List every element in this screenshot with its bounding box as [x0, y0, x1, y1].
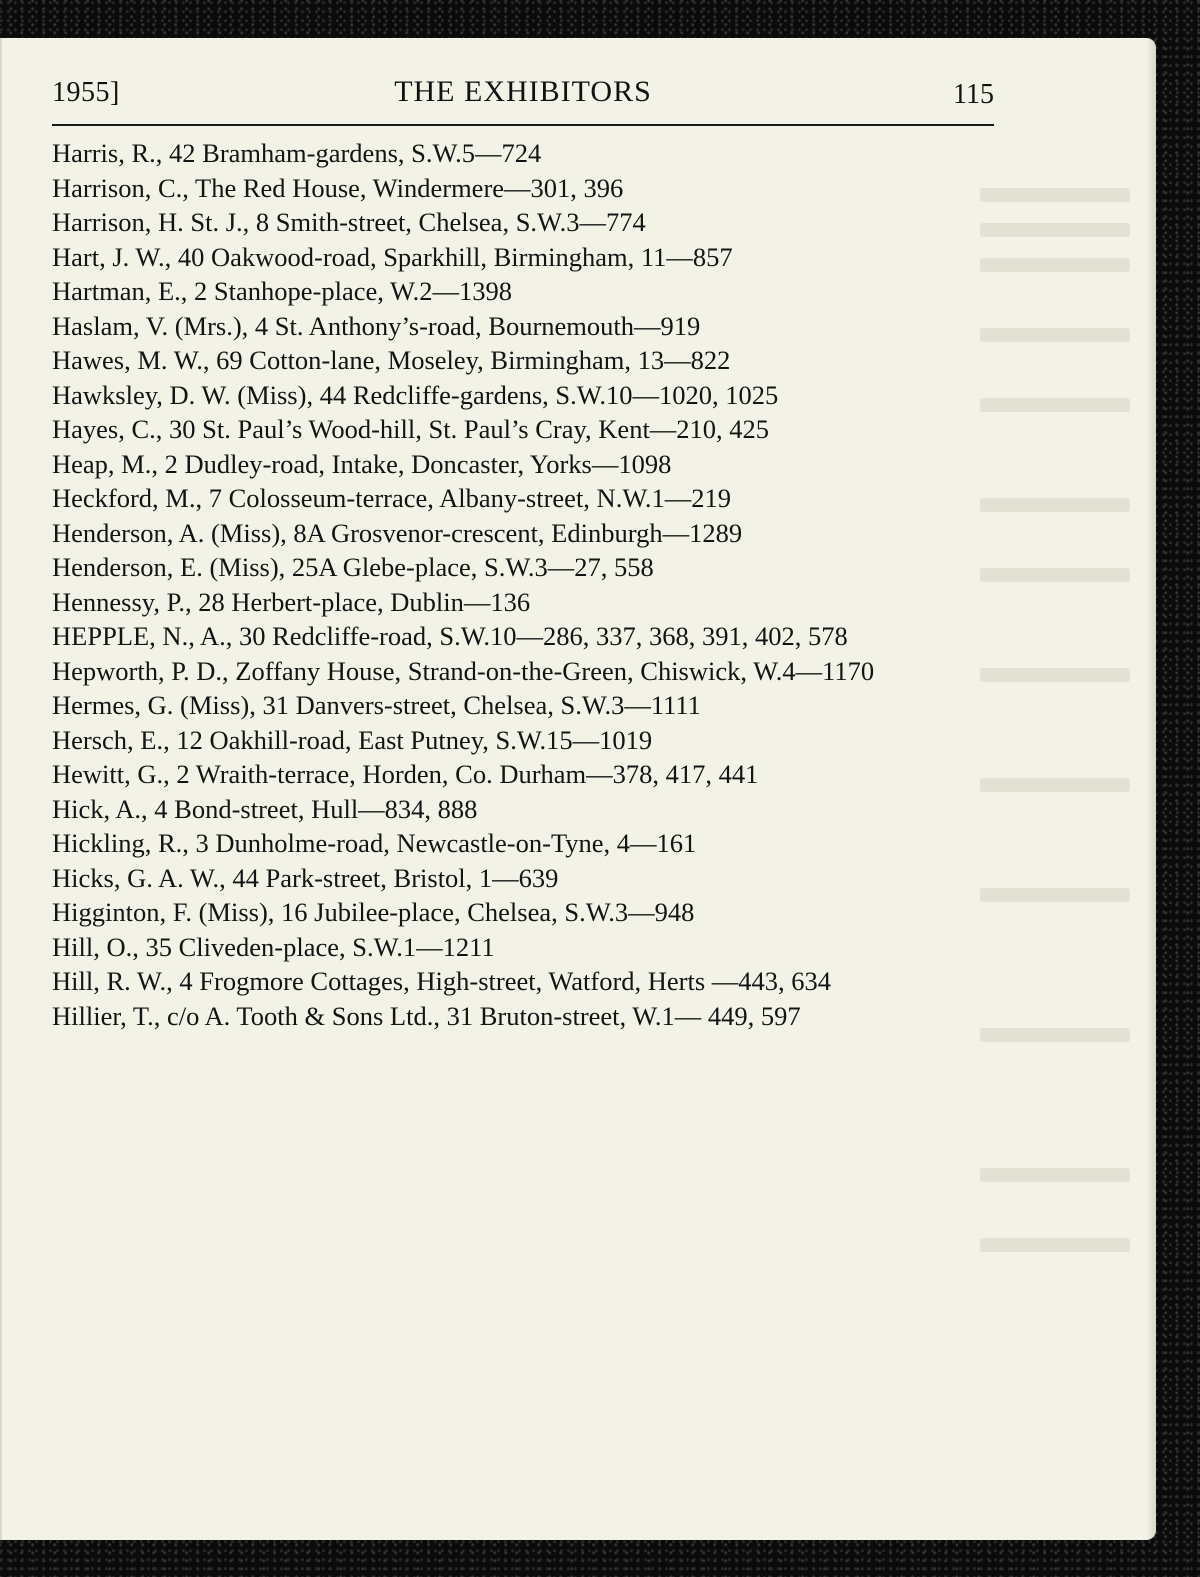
page-number: 115	[953, 79, 994, 110]
exhibitor-entry: Henderson, E. (Miss), 25A Glebe-place, S.W.3—27, 558	[52, 552, 654, 582]
exhibitor-entry: Hartman, E., 2 Stanhope-place, W.2—1398	[52, 276, 512, 306]
exhibitor-entry: Haslam, V. (Mrs.), 4 St. Anthony’s-road, Bournemouth—919	[52, 310, 701, 341]
exhibitor-entry: Hennessy, P., 28 Herbert-place, Dublin—136	[52, 586, 531, 617]
page-edge	[1146, 38, 1156, 1540]
exhibitor-entry: Hart, J. W., 40 Oakwood-road, Sparkhill, Birmingham, 11—857	[52, 241, 733, 272]
exhibitor-entry: Hill, R. W., 4 Frogmore Cottages, High-street, Watford, Herts —443, 634	[52, 966, 832, 996]
exhibitor-entry: HEPPLE, N., A., 30 Redcliffe-road, S.W.10—286, 337, 368, 391, 402, 578	[52, 621, 848, 651]
exhibitor-entry: Hick, A., 4 Bond-street, Hull—834, 888	[52, 793, 478, 824]
exhibitor-entry: Hersch, E., 12 Oakhill-road, East Putney, S.W.15—1019	[52, 724, 653, 755]
exhibitor-list	[52, 136, 1002, 1033]
exhibitor-entry: Heap, M., 2 Dudley-road, Intake, Doncaster, Yorks—1098	[52, 448, 672, 479]
exhibitor-entry: Higginton, F. (Miss), 16 Jubilee-place, Chelsea, S.W.3—948	[52, 897, 695, 927]
exhibitor-entry: Hermes, G. (Miss), 31 Danvers-street, Chelsea, S.W.3—1111	[52, 690, 701, 720]
running-header	[52, 75, 994, 115]
exhibitor-entry: Hepworth, P. D., Zoffany House, Strand-on-the-Green, Chiswick, W.4—1170	[52, 655, 875, 686]
exhibitor-entry: Hill, O., 35 Cliveden-place, S.W.1—1211	[52, 931, 495, 962]
exhibitor-entry: Hayes, C., 30 St. Paul’s Wood-hill, St. Paul’s Cray, Kent—210, 425	[52, 414, 770, 444]
exhibitor-entry: Hicks, G. A. W., 44 Park-street, Bristol, 1—639	[52, 862, 559, 893]
exhibitor-entry: Hewitt, G., 2 Wraith-terrace, Horden, Co. Durham—378, 417, 441	[52, 759, 759, 789]
header-rule	[52, 124, 994, 126]
exhibitor-entry: Hawes, M. W., 69 Cotton-lane, Moseley, Birmingham, 13—822	[52, 345, 731, 375]
header-year: 1955]	[52, 77, 120, 108]
exhibitor-entry: Henderson, A. (Miss), 8A Grosvenor-crescent, Edinburgh—1289	[52, 517, 743, 548]
exhibitor-entry: Hillier, T., c/o A. Tooth & Sons Ltd., 31 Bruton-street, W.1— 449, 597	[52, 1000, 801, 1031]
page-title: THE EXHIBITORS	[394, 75, 652, 108]
exhibitor-entry: Harris, R., 42 Bramham-gardens, S.W.5—724	[52, 138, 542, 168]
exhibitor-entry: Heckford, M., 7 Colosseum-terrace, Albany-street, N.W.1—219	[52, 483, 732, 513]
exhibitor-entry: Harrison, C., The Red House, Windermere—301, 396	[52, 172, 624, 203]
exhibitor-entry: Harrison, H. St. J., 8 Smith-street, Chelsea, S.W.3—774	[52, 207, 646, 237]
exhibitor-entry: Hawksley, D. W. (Miss), 44 Redcliffe-gardens, S.W.10—1020, 1025	[52, 379, 779, 410]
exhibitor-entry: Hickling, R., 3 Dunholme-road, Newcastle-on-Tyne, 4—161	[52, 828, 697, 858]
